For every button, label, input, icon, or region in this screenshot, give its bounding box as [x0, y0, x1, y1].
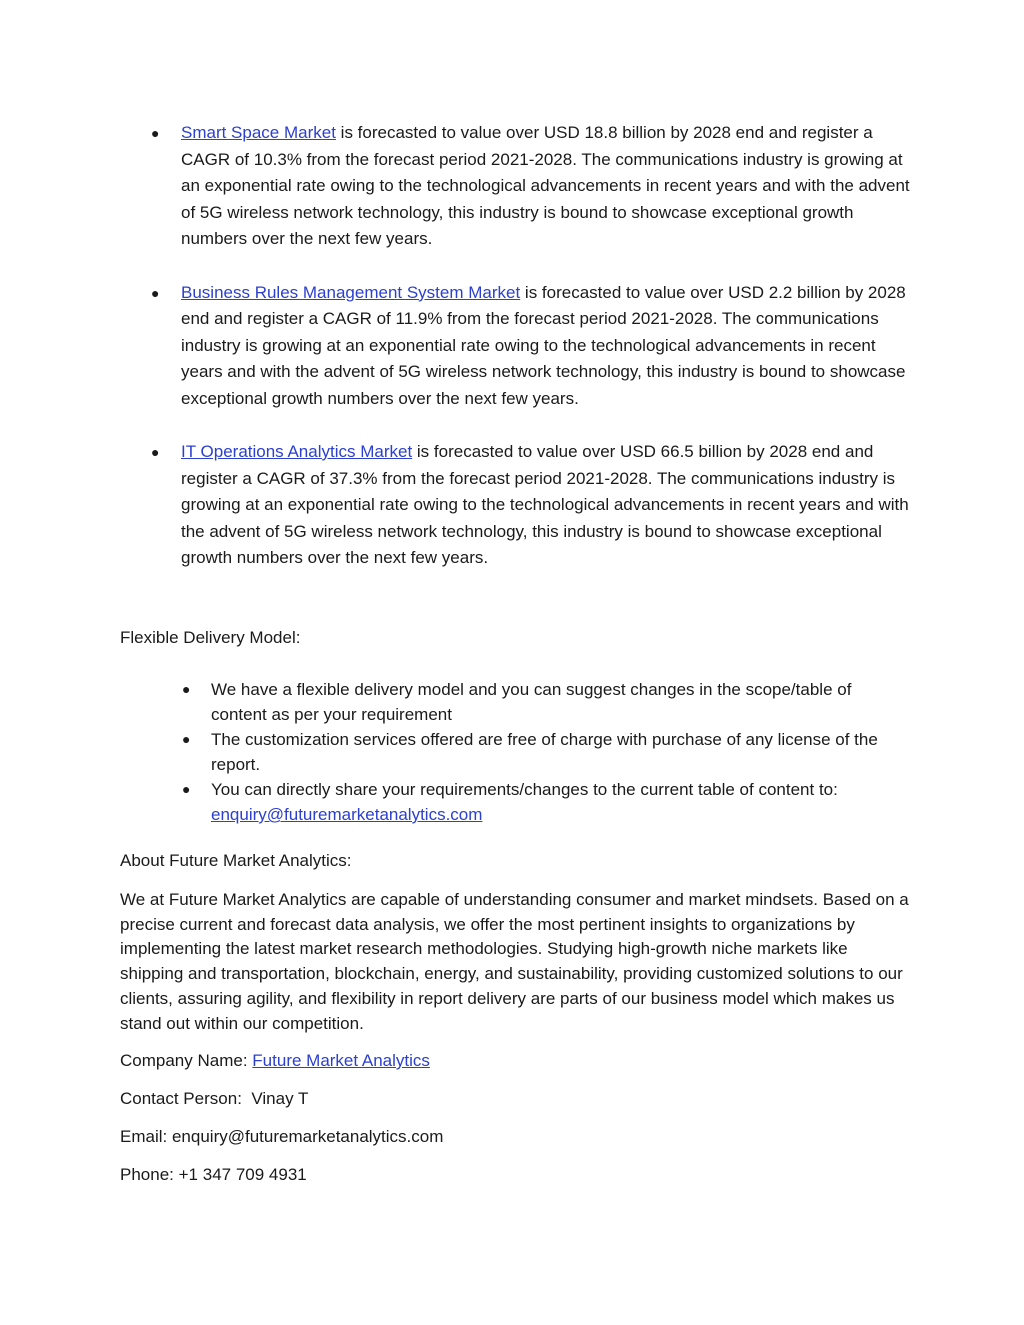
market-item-itoa — [120, 439, 910, 572]
phone-value: +1 347 709 4931 — [173, 1165, 307, 1184]
bullet-icon: ● — [182, 681, 191, 697]
delivery-heading: Flexible Delivery Model: — [120, 628, 301, 647]
it-operations-analytics-market-link[interactable]: IT Operations Analytics Market — [181, 442, 413, 461]
bullet-icon: ● — [182, 781, 191, 797]
company-name-line — [120, 1050, 430, 1072]
company-name-label: Company Name — [120, 1051, 243, 1070]
separator: : — [237, 1089, 242, 1108]
market-item-smart-space — [120, 120, 910, 253]
separator: : — [162, 1127, 168, 1146]
bullet-icon: ● — [151, 125, 160, 141]
delivery-item-text: You can directly share your requirements/changes to the current table of content to: — [211, 780, 838, 799]
delivery-item — [120, 727, 910, 777]
contact-person-label: Contact Person — [120, 1089, 238, 1108]
email-value: enquiry@futuremarketanalytics.com — [167, 1127, 444, 1146]
separator: : — [242, 1051, 248, 1070]
delivery-item — [120, 777, 910, 827]
bullet-icon: ● — [182, 731, 191, 747]
company-name-link[interactable]: Future Market Analytics — [252, 1051, 430, 1070]
brms-market-link[interactable]: Business Rules Management System Market — [181, 282, 521, 302]
bullet-icon: ● — [151, 284, 160, 301]
market-description: is forecasted to value over USD 66.5 billion by 2028 end and register a CAGR of 37.3% from the forecast period 2021-2028. The communications industry is growing at an exponential rate owing to the technological advancements in recent years and with the advent of 5G wireless network technology, this industry is bound to showcase exceptional growth numbers over the next few years. — [181, 442, 909, 567]
delivery-item-text: The customization services offered are free of charge with purchase of any license of the report. — [211, 730, 878, 774]
delivery-item — [120, 677, 910, 727]
market-description: is forecasted to value over USD 2.2 billion by 2028 end and register a CAGR of 11.9% from the forecast period 2021-2028. The communications industry is growing at an exponential rate owing to the technological advancements in recent years and with the advent of 5G wireless network technology, this industry is bound to showcase exceptional growth numbers over the next few years. — [181, 282, 906, 408]
phone-line — [120, 1164, 307, 1186]
enquiry-email-link[interactable]: enquiry@futuremarketanalytics.com — [211, 805, 483, 824]
email-label: Email — [120, 1127, 163, 1146]
email-line — [120, 1126, 443, 1148]
contact-person-line — [120, 1088, 308, 1110]
delivery-list — [120, 677, 910, 827]
smart-space-market-link[interactable]: Smart Space Market — [181, 123, 336, 142]
phone-label: Phone — [120, 1165, 170, 1184]
bullet-icon: ● — [151, 444, 160, 460]
about-heading: About Future Market Analytics: — [120, 851, 352, 870]
market-description: is forecasted to value over USD 18.8 billion by 2028 end and register a CAGR of 10.3% from the forecast period 2021-2028. The communications industry is growing at an exponential rate owing to the technological advancements in recent years and with the advent of 5G wireless network technology, this industry is bound to showcase exceptional growth numbers over the next few years. — [181, 123, 910, 248]
contact-person-value: Vinay T — [241, 1089, 309, 1108]
about-paragraph: We at Future Market Analytics are capable of understanding consumer and market mindsets. Based on a precise current and forecast data analysis, we offer the most pertinent insights to organizations by implementing the latest market research methodologies. Studying high-growth niche markets like shipping and transportation, blockchain, energy, and sustainability, providing customized solutions to our clients, assuring agility, and flexibility in report delivery are parts of our business model which makes us stand out within our competition. — [120, 890, 909, 1033]
market-list — [120, 120, 910, 599]
delivery-item-text: We have a flexible delivery model and you can suggest changes in the scope/table of content as per your requirement — [211, 680, 852, 724]
separator: : — [169, 1165, 174, 1184]
market-item-brms — [120, 280, 910, 413]
